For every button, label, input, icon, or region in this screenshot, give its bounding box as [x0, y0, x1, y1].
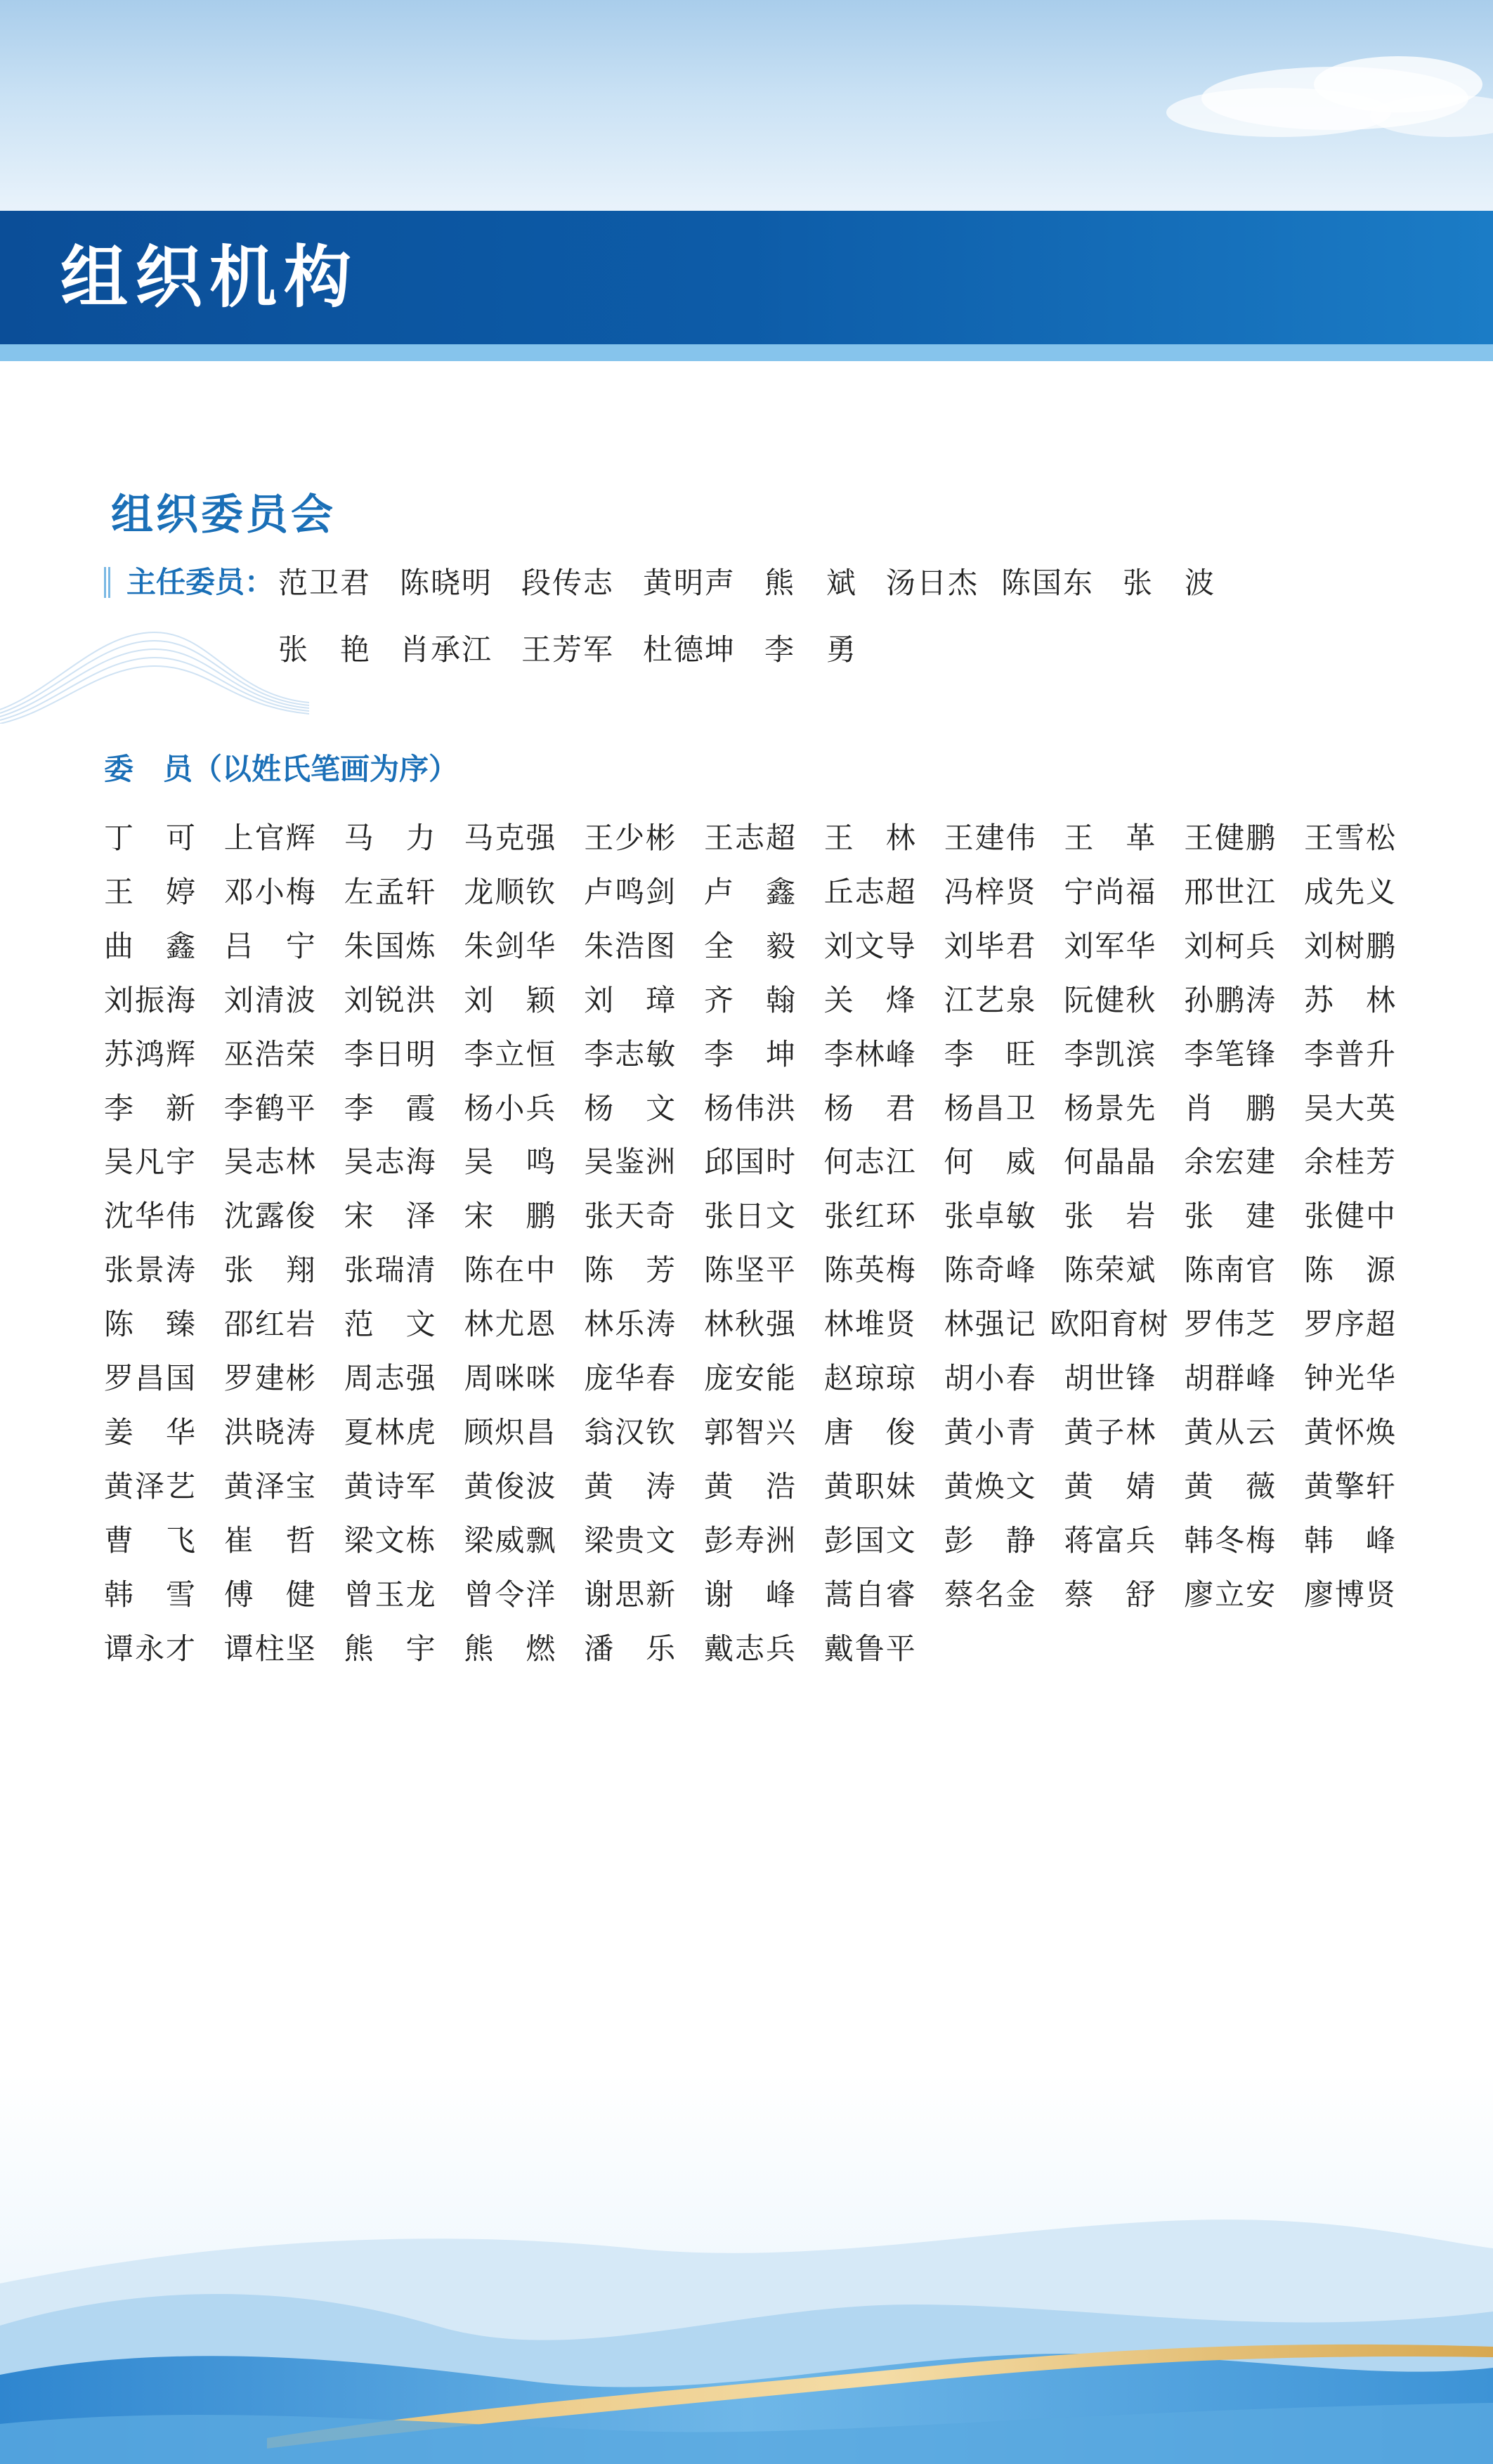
- chair-name: 李 勇: [764, 632, 856, 667]
- member-name: 张卓敏: [944, 1199, 1036, 1234]
- member-name: 何晶晶: [1064, 1145, 1156, 1180]
- member-name: 张景涛: [104, 1253, 195, 1288]
- chair-name: 陈国东: [1001, 566, 1093, 600]
- chair-name: 张 波: [1123, 566, 1214, 600]
- member-name: 刘 颖: [464, 982, 556, 1017]
- member-name: 唐 俊: [823, 1414, 915, 1449]
- member-name: 吕 宁: [223, 928, 315, 963]
- member-name: 黄 浩: [704, 1468, 795, 1504]
- member-name: 熊 燃: [464, 1631, 556, 1666]
- member-name: 卢 鑫: [704, 874, 795, 909]
- member-name: 钟光华: [1304, 1361, 1395, 1395]
- member-name: 姜 华: [104, 1414, 195, 1449]
- member-name: 蒿自睿: [823, 1577, 915, 1612]
- member-name: 陈在中: [464, 1253, 556, 1288]
- member-name: 朱国炼: [344, 928, 436, 963]
- member-name: 卢鸣剑: [584, 874, 676, 909]
- chair-marker-icon: [104, 567, 111, 598]
- member-name: 庞华春: [584, 1361, 676, 1395]
- member-name: 马 力: [344, 821, 436, 855]
- member-name: 吴 鸣: [464, 1145, 556, 1180]
- member-name: 邢世江: [1184, 874, 1276, 909]
- chair-name: 范卫君: [278, 566, 370, 600]
- member-name: 王 婷: [104, 874, 195, 909]
- member-name: 顾炽昌: [464, 1414, 556, 1449]
- chair-name: 段传志: [521, 566, 613, 600]
- chair-name: 汤日杰: [886, 566, 977, 600]
- member-name: 黄俊波: [464, 1468, 556, 1504]
- member-name: 李 坤: [704, 1036, 795, 1071]
- member-name: 李 新: [104, 1090, 195, 1126]
- member-name: 胡世锋: [1064, 1361, 1156, 1395]
- member-name: 刘锐洪: [344, 982, 436, 1017]
- member-name: 王少彬: [584, 821, 676, 855]
- chair-name: 黄明声: [643, 566, 734, 600]
- member-name: 韩 雪: [104, 1577, 195, 1612]
- member-name: 陈奇峰: [944, 1253, 1036, 1288]
- chair-name: 王芳军: [521, 632, 613, 667]
- member-name: 黄 薇: [1184, 1468, 1276, 1504]
- member-name: 翁汉钦: [584, 1414, 676, 1449]
- member-name: 李林峰: [823, 1036, 915, 1071]
- member-name: 上官辉: [223, 821, 315, 855]
- member-name: 陈 臻: [104, 1307, 195, 1342]
- title-stripe: [0, 344, 1493, 361]
- member-name: 刘 璋: [584, 982, 676, 1017]
- member-name: 杨 君: [823, 1090, 915, 1126]
- member-name: 王建伟: [944, 821, 1036, 855]
- sky-header-background: [0, 0, 1493, 211]
- member-name: 刘树鹏: [1304, 928, 1395, 963]
- member-name: 邱国时: [704, 1145, 795, 1180]
- member-name: 王志超: [704, 821, 795, 855]
- member-name: 罗建彬: [223, 1361, 315, 1395]
- member-name: 吴鉴洲: [584, 1145, 676, 1180]
- member-name: 彭国文: [823, 1523, 915, 1558]
- chair-name: 熊 斌: [764, 566, 856, 600]
- member-name: 黄泽宝: [223, 1468, 315, 1504]
- member-name: 苏鸿辉: [104, 1036, 195, 1071]
- member-name: 赵琼琼: [823, 1361, 915, 1395]
- member-name: 林秋强: [704, 1307, 795, 1342]
- member-name: 胡小春: [944, 1361, 1036, 1395]
- member-name: 黄职妹: [823, 1468, 915, 1504]
- member-name: 龙顺钦: [464, 874, 556, 909]
- member-name: 朱浩图: [584, 928, 676, 963]
- member-name: 胡群峰: [1184, 1361, 1276, 1395]
- member-name: 沈华伟: [104, 1199, 195, 1234]
- member-name: 苏 林: [1304, 982, 1395, 1017]
- member-name: 吴大英: [1304, 1090, 1395, 1126]
- member-name: 王 林: [823, 821, 915, 855]
- member-name: 全 毅: [704, 928, 795, 963]
- member-name: 黄小青: [944, 1414, 1036, 1449]
- member-name: 肖 鹏: [1184, 1090, 1276, 1126]
- member-name: 蒋富兵: [1064, 1523, 1156, 1558]
- member-name: 黄从云: [1184, 1414, 1276, 1449]
- member-name: 李笔锋: [1184, 1036, 1276, 1071]
- member-name: 周咪咪: [464, 1361, 556, 1395]
- member-name: 杨伟洪: [704, 1090, 795, 1126]
- member-name: 杨 文: [584, 1090, 676, 1126]
- member-name: 何 威: [944, 1145, 1036, 1180]
- member-name: 梁贵文: [584, 1523, 676, 1558]
- member-name: 张健中: [1304, 1199, 1395, 1234]
- member-name: 曾玉龙: [344, 1577, 436, 1612]
- member-name: 韩 峰: [1304, 1523, 1395, 1558]
- member-name: 谢 峰: [704, 1577, 795, 1612]
- member-name: 罗伟芝: [1184, 1307, 1276, 1342]
- member-name: 江艺泉: [944, 982, 1036, 1017]
- chair-name: 杜德坤: [643, 632, 734, 667]
- member-name: 谢思新: [584, 1577, 676, 1612]
- page-title: 组织机构: [60, 238, 358, 317]
- member-name: 曲 鑫: [104, 928, 195, 963]
- member-name: 罗昌国: [104, 1361, 195, 1395]
- member-name: 左孟轩: [344, 874, 436, 909]
- member-name: 张瑞清: [344, 1253, 436, 1288]
- member-name: 李凯滨: [1064, 1036, 1156, 1071]
- member-name: 林尤恩: [464, 1307, 556, 1342]
- member-name: 李志敏: [584, 1036, 676, 1071]
- member-name: 张日文: [704, 1199, 795, 1234]
- member-name: 刘军华: [1064, 928, 1156, 963]
- member-name: 李立恒: [464, 1036, 556, 1071]
- member-name: 刘柯兵: [1184, 928, 1276, 963]
- member-name: 黄擎轩: [1304, 1468, 1395, 1504]
- member-name: 梁文栋: [344, 1523, 436, 1558]
- member-name: 谭柱坚: [223, 1631, 315, 1666]
- member-name: 周志强: [344, 1361, 436, 1395]
- member-name: 李 霞: [344, 1090, 436, 1126]
- member-name: 梁威飘: [464, 1523, 556, 1558]
- member-name: 成先义: [1304, 874, 1395, 909]
- member-name: 李鹤平: [223, 1090, 315, 1126]
- member-name: 冯梓贤: [944, 874, 1036, 909]
- member-name: 宁尚福: [1064, 874, 1156, 909]
- member-name: 张 翔: [223, 1253, 315, 1288]
- member-name: 彭寿洲: [704, 1523, 795, 1558]
- wave-lines-decoration: [0, 618, 309, 724]
- member-name: 宋 泽: [344, 1199, 436, 1234]
- member-name: 丘志超: [823, 874, 915, 909]
- member-name: 李普升: [1304, 1036, 1395, 1071]
- member-name: 余宏建: [1184, 1145, 1276, 1180]
- member-name: 蔡名金: [944, 1577, 1036, 1612]
- member-name: 谭永才: [104, 1631, 195, 1666]
- member-name: 孙鹏涛: [1184, 982, 1276, 1017]
- member-name: 杨昌卫: [944, 1090, 1036, 1126]
- member-name: 刘振海: [104, 982, 195, 1017]
- member-name: 何志江: [823, 1145, 915, 1180]
- member-name: 范 文: [344, 1307, 436, 1342]
- member-name: 欧阳育树: [1050, 1307, 1168, 1342]
- member-name: 林乐涛: [584, 1307, 676, 1342]
- member-name: 张 岩: [1064, 1199, 1156, 1234]
- member-name: 傅 健: [223, 1577, 315, 1612]
- member-name: 韩冬梅: [1184, 1523, 1276, 1558]
- member-name: 戴志兵: [704, 1631, 795, 1666]
- member-name: 洪晓涛: [223, 1414, 315, 1449]
- member-name: 关 烽: [823, 982, 915, 1017]
- member-name: 陈 源: [1304, 1253, 1395, 1288]
- member-name: 邵红岩: [223, 1307, 315, 1342]
- member-name: 吴志林: [223, 1145, 315, 1180]
- member-name: 黄 涛: [584, 1468, 676, 1504]
- member-name: 沈露俊: [223, 1199, 315, 1234]
- member-name: 王雪松: [1304, 821, 1395, 855]
- cloud-decoration: [0, 0, 1493, 211]
- member-name: 王 革: [1064, 821, 1156, 855]
- member-name: 彭 静: [944, 1523, 1036, 1558]
- member-name: 黄焕文: [944, 1468, 1036, 1504]
- member-name: 夏林虎: [344, 1414, 436, 1449]
- member-name: 宋 鹏: [464, 1199, 556, 1234]
- member-name: 马克强: [464, 821, 556, 855]
- members-heading: 委 员（以姓氏笔画为序）: [104, 752, 459, 786]
- member-name: 朱剑华: [464, 928, 556, 963]
- member-name: 陈 芳: [584, 1253, 676, 1288]
- member-name: 崔 哲: [223, 1523, 315, 1558]
- member-name: 罗序超: [1304, 1307, 1395, 1342]
- member-name: 郭智兴: [704, 1414, 795, 1449]
- member-name: 戴鲁平: [823, 1631, 915, 1666]
- member-name: 陈英梅: [823, 1253, 915, 1288]
- member-name: 李日明: [344, 1036, 436, 1071]
- bottom-wave-decoration: [0, 2073, 1493, 2464]
- member-name: 蔡 舒: [1064, 1577, 1156, 1612]
- member-name: 庞安能: [704, 1361, 795, 1395]
- member-name: 巫浩荣: [223, 1036, 315, 1071]
- member-name: 熊 宇: [344, 1631, 436, 1666]
- member-name: 邓小梅: [223, 874, 315, 909]
- member-name: 张天奇: [584, 1199, 676, 1234]
- member-name: 张 建: [1184, 1199, 1276, 1234]
- member-name: 王健鹏: [1184, 821, 1276, 855]
- member-name: 齐 翰: [704, 982, 795, 1017]
- member-name: 黄泽艺: [104, 1468, 195, 1504]
- member-name: 林堆贤: [823, 1307, 915, 1342]
- member-name: 陈南官: [1184, 1253, 1276, 1288]
- member-name: 张红环: [823, 1199, 915, 1234]
- member-name: 潘 乐: [584, 1631, 676, 1666]
- section-title: 组织委员会: [111, 490, 336, 540]
- member-name: 李 旺: [944, 1036, 1036, 1071]
- member-name: 刘清波: [223, 982, 315, 1017]
- member-name: 曹 飞: [104, 1523, 195, 1558]
- member-name: 曾令洋: [464, 1577, 556, 1612]
- member-name: 杨景先: [1064, 1090, 1156, 1126]
- member-name: 廖博贤: [1304, 1577, 1395, 1612]
- chair-name: 肖承江: [400, 632, 491, 667]
- member-name: 黄诗军: [344, 1468, 436, 1504]
- member-name: 黄 婧: [1064, 1468, 1156, 1504]
- member-name: 陈荣斌: [1064, 1253, 1156, 1288]
- member-name: 阮健秋: [1064, 982, 1156, 1017]
- member-name: 林强记: [944, 1307, 1036, 1342]
- member-name: 吴凡宇: [104, 1145, 195, 1180]
- member-name: 陈坚平: [704, 1253, 795, 1288]
- member-name: 吴志海: [344, 1145, 436, 1180]
- chair-label: 主任委员：: [126, 565, 275, 599]
- chair-name: 张 艳: [278, 632, 370, 667]
- member-name: 余桂芳: [1304, 1145, 1395, 1180]
- member-name: 刘文导: [823, 928, 915, 963]
- chair-name: 陈晓明: [400, 566, 491, 600]
- member-name: 黄子林: [1064, 1414, 1156, 1449]
- member-name: 黄怀焕: [1304, 1414, 1395, 1449]
- member-name: 丁 可: [104, 821, 195, 855]
- member-name: 刘毕君: [944, 928, 1036, 963]
- member-name: 廖立安: [1184, 1577, 1276, 1612]
- member-name: 杨小兵: [464, 1090, 556, 1126]
